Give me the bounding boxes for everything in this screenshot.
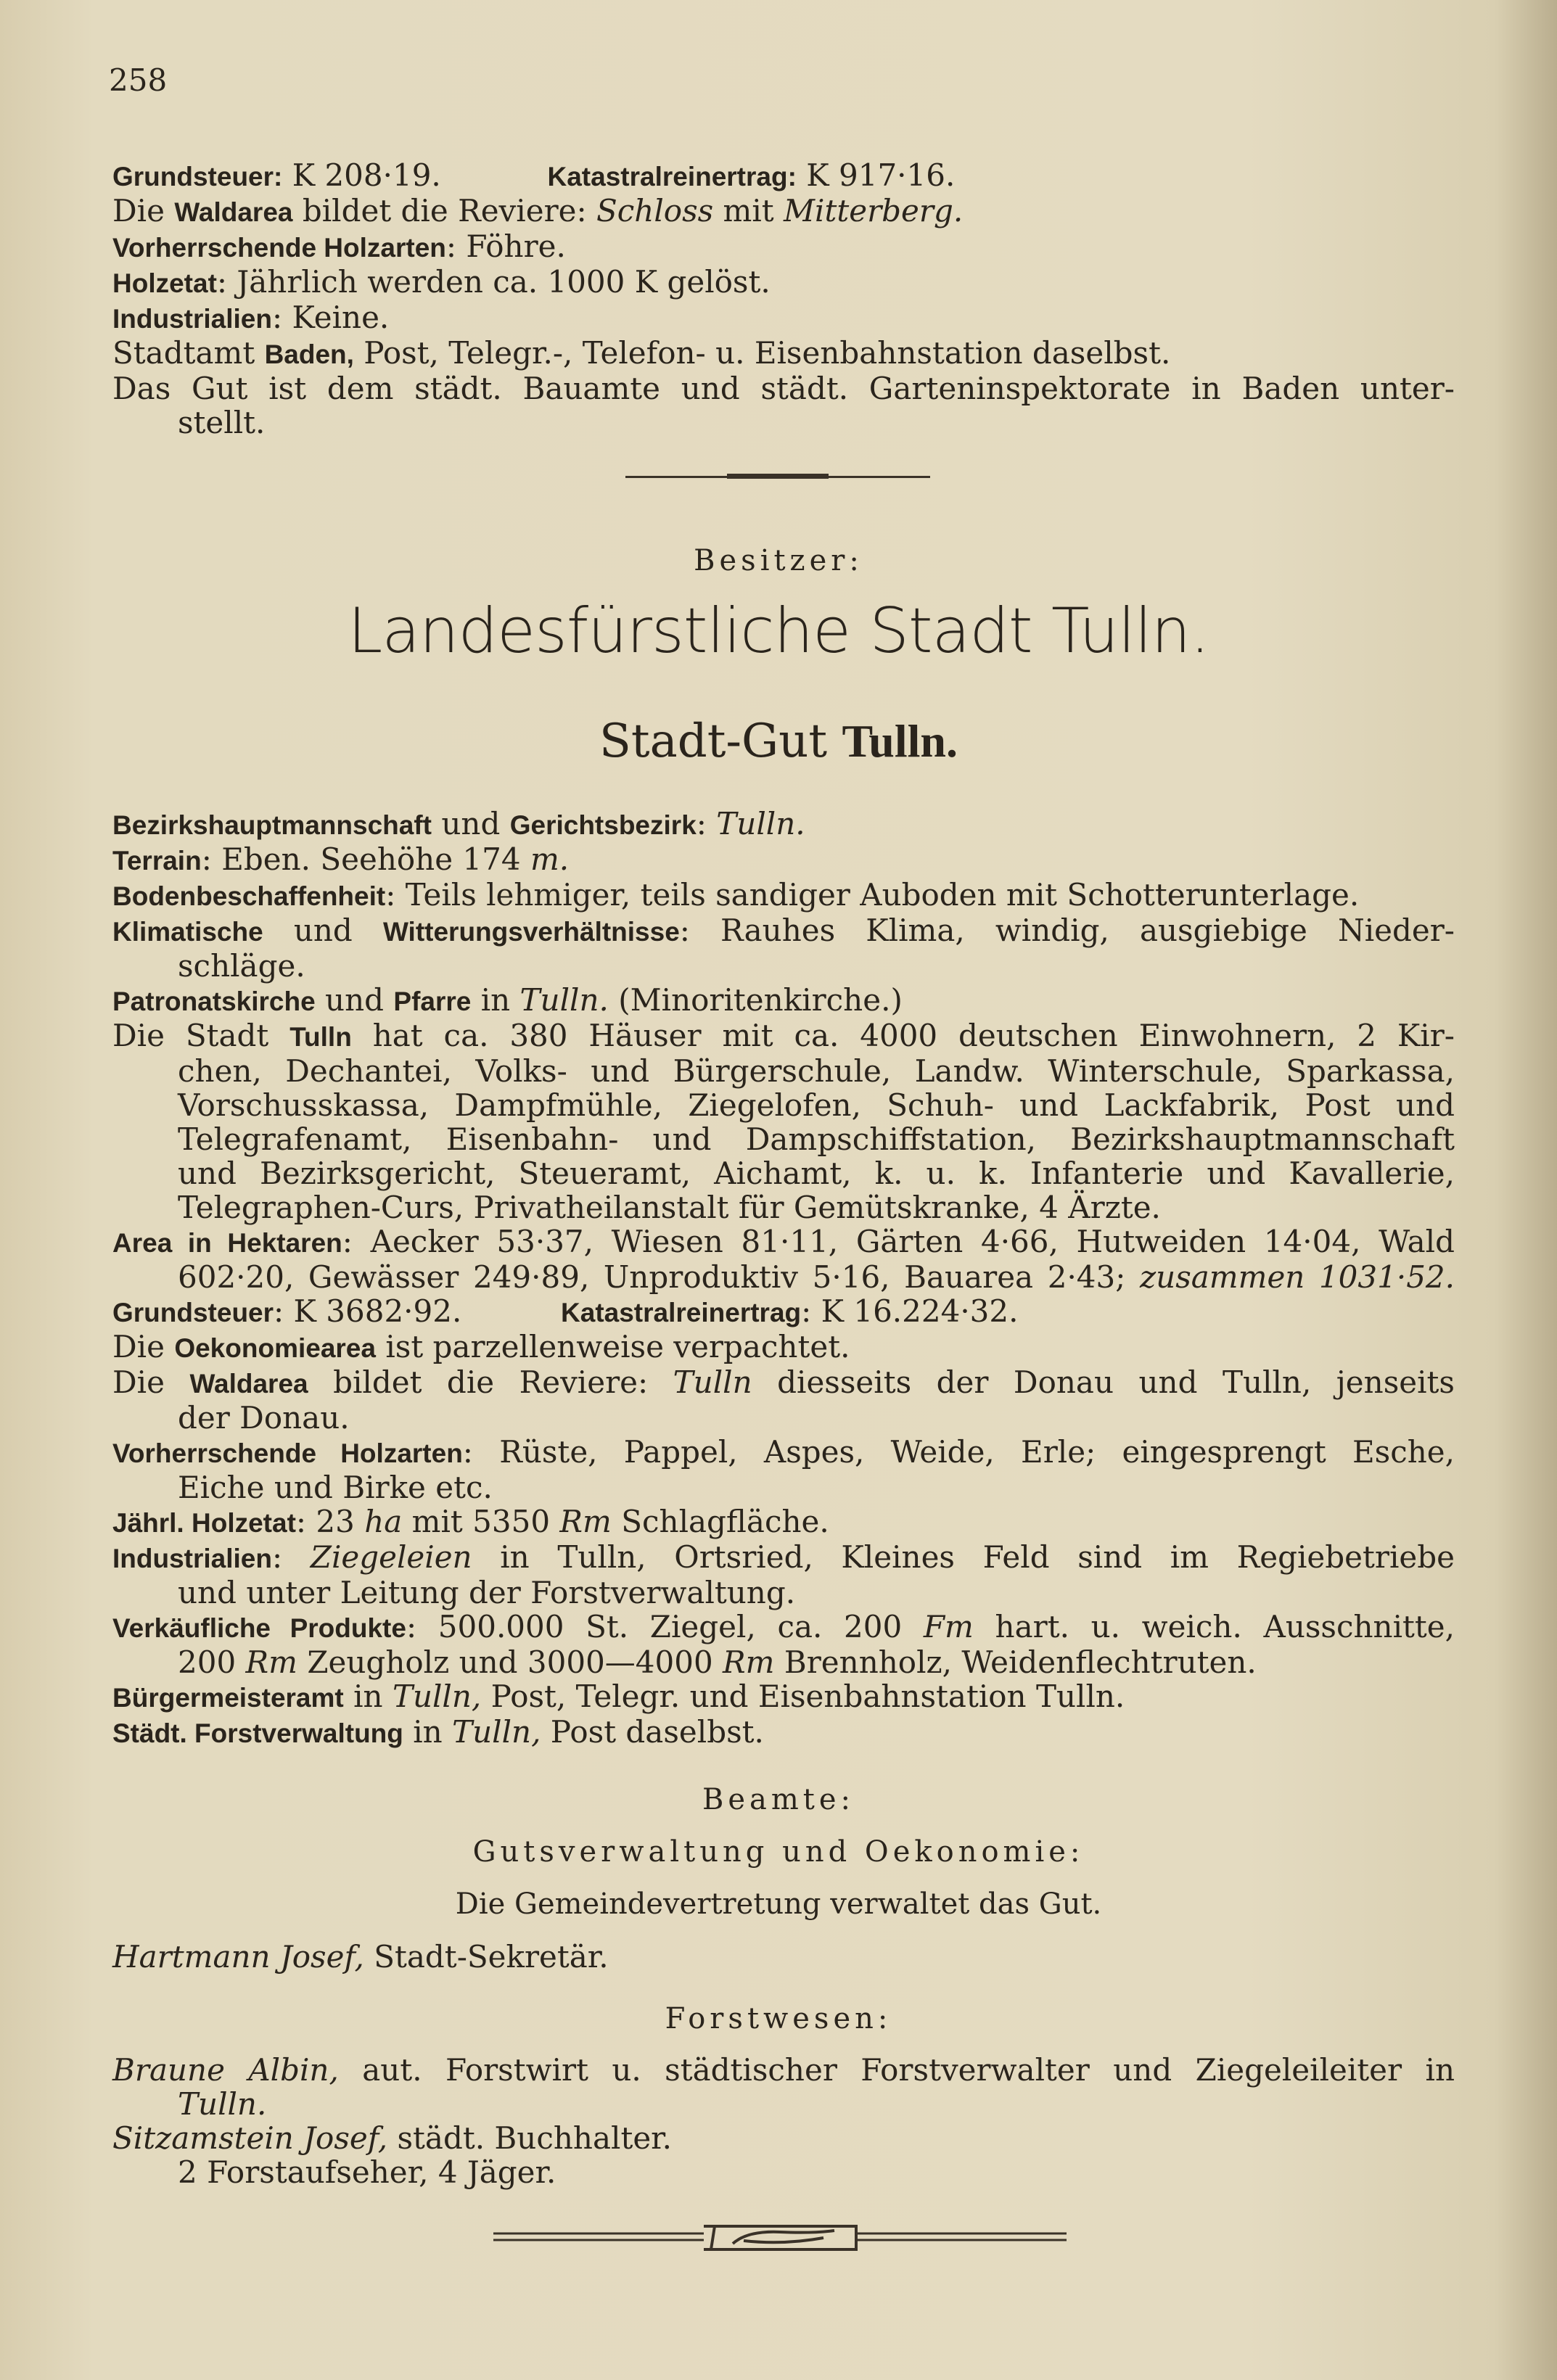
forstwesen-label: Forstwesen: <box>665 2002 892 2035</box>
main-line-27: Städt. Forstverwaltung in Tulln, Post daselbst. <box>112 1714 764 1750</box>
main-line-3: Bodenbeschaffenheit: Teils lehmiger, teils sandiger Auboden mit Schotterunterlage. <box>112 877 1360 913</box>
main-line-23: und unter Leitung der Forstverwaltung. <box>178 1575 796 1610</box>
main-line-12: Telegraphen-Curs, Privatheilanstalt für Gemütskranke, 4 Ärzte. <box>178 1190 1161 1225</box>
page-number: 258 <box>109 62 168 98</box>
main-line-26: Bürgermeisteramt in Tulln, Post, Telegr. und Eisenbahnstation Tulln. <box>112 1679 1125 1714</box>
main-line-21: Jährl. Holzetat: 23 ha mit 5350 Rm Schlagfläche. <box>112 1504 829 1539</box>
top-line-6: Stadtamt Baden, Post, Telegr.-, Telefon- u. Eisenbahnstation daselbst. <box>112 335 1171 371</box>
ornament-icon <box>493 2216 1067 2260</box>
main-line-19: Vorherrschende Holzarten: Rüste, Pappel, Aspes, Weide, Erle; eingesprengt Esche, <box>112 1434 1455 1470</box>
main-line-14: 602·20, Gewässer 249·89, Unproduktiv 5·16, Bauarea 2·43; zusammen 1031·52. <box>178 1259 1455 1295</box>
main-line-25: 200 Rm Zeugholz und 3000—4000 Rm Brennholz, Weidenflechtruten. <box>178 1644 1257 1680</box>
top-line-5: Industrialien: Keine. <box>112 300 390 335</box>
divider-rule-center <box>727 474 829 479</box>
main-line-8: chen, Dechantei, Volks- und Bürgerschule, Landw. Winterschule, Sparkassa, <box>178 1053 1455 1089</box>
main-section <box>112 807 1455 1750</box>
main-line-10: Telegrafenamt, Eisenbahn- und Dampschiffstation, Bezirkshauptmannschaft <box>178 1121 1455 1157</box>
gemeinde-text: Die Gemeindevertretung verwaltet das Gut. <box>455 1887 1102 1921</box>
beamte-label: Beamte: <box>702 1783 855 1816</box>
top-line-4: Holzetat: Jährlich werden ca. 1000 K gelöst. <box>112 264 771 300</box>
top-line-2: Die Waldarea bildet die Reviere: Schloss mit Mitterberg. <box>112 193 964 228</box>
main-line-16: Die Oekonomiearea ist parzellenweise verpachtet. <box>112 1329 850 1364</box>
forst-staff <box>112 2053 1455 2189</box>
estate-title-name: Tulln. <box>842 715 958 767</box>
top-section <box>112 158 1455 440</box>
owner-title: Landesfürstliche Stadt Tulln. <box>348 595 1209 667</box>
main-line-22: Industrialien: Ziegeleien in Tulln, Ortsried, Kleines Feld sind im Regiebetriebe <box>112 1539 1455 1575</box>
main-line-9: Vorschusskassa, Dampfmühle, Ziegelofen, Schuh- und Lackfabrik, Post und <box>178 1087 1455 1123</box>
main-line-4: Klimatische und Witterungsverhältnisse: Rauhes Klima, windig, ausgiebige Nieder- <box>112 913 1455 948</box>
main-line-15: Grundsteuer: K 3682·92. Katastralreinertrag: K 16.224·32. <box>112 1293 1019 1329</box>
main-line-1: Bezirkshauptmannschaft und Gerichtsbezirk: Tulln. <box>112 806 805 841</box>
staff-line: 2 Forstaufseher, 4 Jäger. <box>178 2154 556 2190</box>
braune-role: aut. Forstwirt u. städtischer Forstverwalter und Ziegeleileiter in <box>362 2052 1455 2088</box>
sitzamstein-role: städt. Buchhalter. <box>397 2120 672 2156</box>
besitzer-label: Besitzer: <box>694 544 863 577</box>
main-line-7: Die Stadt Tulln hat ca. 380 Häuser mit ca. 4000 deutschen Einwohnern, 2 Kir- <box>112 1018 1455 1053</box>
main-line-11: und Bezirksgericht, Steueramt, Aichamt, k. u. k. Infanterie und Kavallerie, <box>178 1156 1455 1191</box>
sitzamstein-name: Sitzamstein Josef, <box>112 2120 388 2156</box>
main-line-18: der Donau. <box>178 1400 350 1436</box>
top-line-1: Grundsteuer: K 208·19. Katastralreinertrag: K 917·16. <box>112 157 956 193</box>
main-line-5: schläge. <box>178 948 305 984</box>
main-line-24: Verkäufliche Produkte: 500.000 St. Ziegel, ca. 200 Fm hart. u. weich. Ausschnitte, <box>112 1609 1455 1644</box>
grundsteuer-value: K 208·19. <box>292 157 441 193</box>
braune-entry <box>112 2053 1455 2087</box>
main-line-17: Die Waldarea bildet die Reviere: Tulln diesseits der Donau und Tulln, jenseits <box>112 1364 1455 1400</box>
main-line-20: Eiche und Birke etc. <box>178 1470 493 1505</box>
hartmann-entry <box>112 1940 1455 1974</box>
estate-title <box>0 715 1557 768</box>
katastral-value: K 917·16. <box>806 157 956 193</box>
hartmann-role: Stadt-Sekretär. <box>374 1939 609 1975</box>
main-line-6: Patronatskirche und Pfarre in Tulln. (Minoritenkirche.) <box>112 982 903 1018</box>
estate-title-prefix: Stadt-Gut <box>599 715 828 768</box>
braune-place: Tulln. <box>178 2086 267 2122</box>
top-line-3: Vorherrschende Holzarten: Föhre. <box>112 228 566 264</box>
top-line-8: stellt. <box>178 405 266 440</box>
main-line-2: Terrain: Eben. Seehöhe 174 m. <box>112 841 570 877</box>
katastral-label: Katastralreinertrag <box>547 162 788 192</box>
hartmann-name: Hartmann Josef, <box>112 1939 364 1975</box>
top-line-7: Das Gut ist dem städt. Bauamte und städt. Garteninspektorate in Baden unter- <box>112 371 1455 406</box>
main-line-13: Area in Hektaren: Aecker 53·37, Wiesen 81·11, Gärten 4·66, Hutweiden 14·04, Wald <box>112 1224 1455 1259</box>
sitzamstein-entry <box>112 2121 1455 2155</box>
grundsteuer-label: Grundsteuer <box>112 162 274 192</box>
gutsverwaltung-label: Gutsverwaltung und Oekonomie: <box>472 1835 1085 1869</box>
braune-name: Braune Albin, <box>112 2052 339 2088</box>
